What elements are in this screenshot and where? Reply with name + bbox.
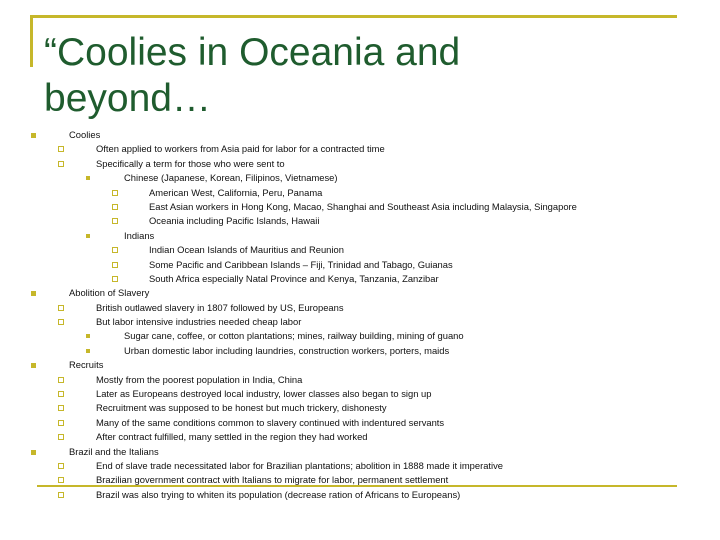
bullet-marker-icon [58,477,64,483]
bullet-item-level-3 [0,171,720,185]
bullet-item-level-2 [0,473,720,487]
bullet-text: Mostly from the poorest population in India, China [96,373,303,385]
bullet-text: But labor intensive industries needed cheap labor [96,316,302,328]
bullet-text: Indian Ocean Islands of Mauritius and Reunion [149,244,344,256]
bullet-marker-icon [86,176,90,180]
bullet-item-level-2 [0,459,720,473]
bullet-marker-icon [58,305,64,311]
bullet-text: Later as Europeans destroyed local industry, lower classes also began to sign up [96,388,432,400]
bullet-text: Abolition of Slavery [69,287,150,299]
bullet-marker-icon [58,405,64,411]
frame-top-rule [30,15,677,18]
bullet-item-level-1 [0,445,720,459]
bullet-marker-icon [112,262,118,268]
bullet-text: Often applied to workers from Asia paid for labor for a contracted time [96,143,385,155]
bullet-text: Coolies [69,129,101,140]
bullet-marker-icon [58,463,64,469]
bullet-text: Brazilian government contract with Italians to migrate for labor, permanent settlement [96,474,449,486]
bullet-marker-icon [58,492,64,498]
bullet-item-level-2 [0,401,720,415]
bullet-marker-icon [112,276,118,282]
bullet-marker-icon [112,247,118,253]
bullet-text: British outlawed slavery in 1807 followed by US, Europeans [96,301,344,313]
bullet-text: East Asian workers in Hong Kong, Macao, Shanghai and Southeast Asia including Malaysia, Singapore [149,200,577,212]
bullet-text: End of slave trade necessitated labor for Brazilian plantations; abolition in 1888 made it imperative [96,459,504,471]
bullet-item-level-3 [0,329,720,343]
bullet-item-level-2 [0,387,720,401]
bullet-item-level-2 [0,430,720,444]
bullet-item-level-2 [0,373,720,387]
bullet-item-level-2 [0,416,720,430]
bullet-marker-icon [31,133,36,138]
bullet-text: Brazil was also trying to whiten its population (decrease ration of Africans to Europeans) [96,488,461,500]
slide-title-line-2: beyond… [44,77,211,120]
frame-left-rule [30,15,33,67]
bullet-marker-icon [112,190,118,196]
bullet-text: After contract fulfilled, many settled in the region they had worked [96,431,368,443]
bullet-text: South Africa especially Natal Province and Kenya, Tanzania, Zanzibar [149,272,439,284]
bullet-text: American West, California, Peru, Panama [149,186,323,198]
slide-body [0,128,720,502]
bullet-marker-icon [86,334,90,338]
bullet-text: Some Pacific and Caribbean Islands – Fiji, Trinidad and Tabago, Guianas [149,258,453,270]
bullet-item-level-2 [0,488,720,502]
bullet-marker-icon [58,391,64,397]
bullet-item-level-3 [0,229,720,243]
bullet-marker-icon [112,204,118,210]
bullet-text: Brazil and the Italians [69,445,159,457]
bullet-item-level-1 [0,358,720,372]
bullet-item-level-4 [0,214,720,228]
bullet-item-level-4 [0,243,720,257]
bullet-text: Urban domestic labor including laundries, construction workers, porters, maids [124,344,450,356]
bullet-text: Specifically a term for those who were sent to [96,157,285,169]
bullet-marker-icon [58,161,64,167]
bullet-item-level-1 [0,286,720,300]
bullet-text: Many of the same conditions common to slavery continued with indentured servants [96,416,445,428]
bullet-text: Oceania including Pacific Islands, Hawaii [149,215,320,227]
bullet-item-level-4 [0,186,720,200]
bullet-marker-icon [58,319,64,325]
bullet-item-level-2 [0,315,720,329]
bullet-text: Sugar cane, coffee, or cotton plantations; mines, railway building, mining of guano [124,330,464,342]
bullet-item-level-2 [0,301,720,315]
bullet-item-level-4 [0,272,720,286]
bullet-item-level-4 [0,200,720,214]
bullet-marker-icon [58,377,64,383]
bullet-marker-icon [112,218,118,224]
bullet-text: Chinese (Japanese, Korean, Filipinos, Vietnamese) [124,172,338,184]
bullet-marker-icon [31,291,36,296]
bullet-marker-icon [86,234,90,238]
slide-title [44,30,664,122]
slide-title-line-1: “Coolies in Oceania and [44,31,461,74]
bullet-text: Recruits [69,359,104,371]
bullet-marker-icon [31,363,36,368]
bullet-text: Recruitment was supposed to be honest but much trickery, dishonesty [96,402,387,414]
bullet-marker-icon [31,450,36,455]
bullet-marker-icon [58,146,64,152]
bullet-marker-icon [86,349,90,353]
bullet-item-level-4 [0,258,720,272]
bullet-item-level-1 [0,128,720,142]
bullet-marker-icon [58,420,64,426]
bullet-item-level-3 [0,344,720,358]
bullet-item-level-2 [0,142,720,156]
bullet-marker-icon [58,434,64,440]
bullet-text: Indians [124,229,155,241]
bullet-item-level-2 [0,157,720,171]
